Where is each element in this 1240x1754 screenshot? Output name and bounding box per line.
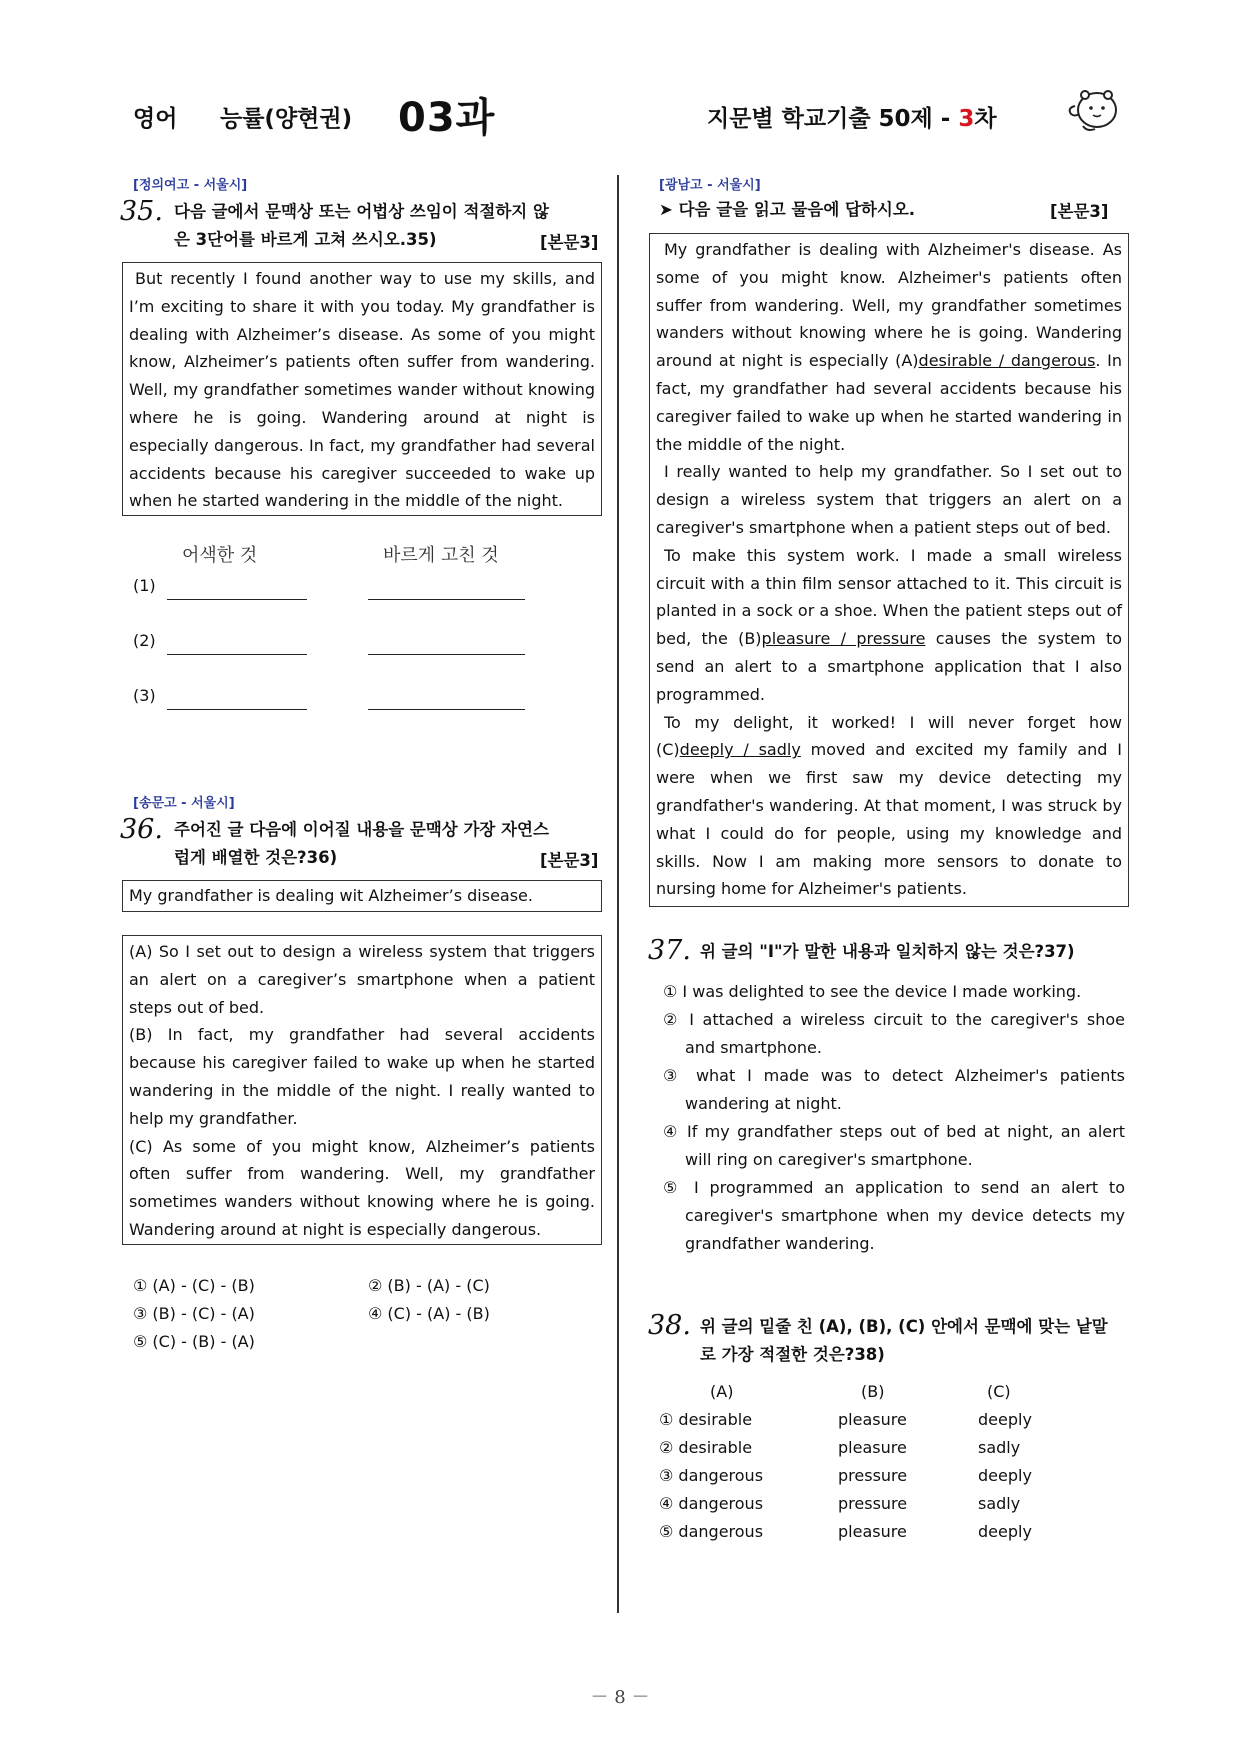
cartoon-character-icon <box>1065 84 1121 134</box>
q35-row-1 <box>133 572 525 600</box>
q37-option-1[interactable]: ① I was delighted to see the device I made working. <box>663 982 1082 1001</box>
q38-option-5-c: deeply <box>978 1522 1032 1541</box>
q38-option-2-c: sadly <box>978 1438 1021 1457</box>
passage-text: My grandfather is dealing with Alzheimer's disease. As some of you might know. Alzheimer's patients often suffer from wandering. Well, my grandfather sometimes wanders without knowing where he is going. Wandering around at night is especially (A) <box>656 240 1122 371</box>
q37-option-3[interactable]: ③ what I made was to detect Alzheimer's patients wandering at night. <box>663 1066 1125 1113</box>
q38-option-3[interactable]: ③ dangerous <box>659 1466 764 1485</box>
passage-paragraph-3 <box>656 542 1122 709</box>
q36-part-a: (A) So I set out to design a wireless system that triggers an alert on a caregiver’s smartphone when a patient steps out of bed. <box>129 942 595 1017</box>
q36-option-2[interactable]: ② (B) - (A) - (C) <box>368 1276 490 1295</box>
lesson-title: 03과 <box>398 95 496 141</box>
answer-blank[interactable] <box>167 636 307 655</box>
round-suffix: 차 <box>974 106 997 132</box>
passage-text: To make this system work. I made a small wireless circuit with a thin film sensor attached to it. This circuit is planted in a sock or a shoe. When the patient steps out of bed, the (B) <box>656 545 1122 649</box>
q35-col-wrong: 어색한 것 <box>182 545 258 566</box>
answer-blank[interactable] <box>368 636 525 655</box>
q36-given: My grandfather is dealing wit Alzheimer’s disease. <box>129 886 533 905</box>
q36-number: 36. <box>120 814 163 845</box>
q38-option-5[interactable]: ⑤ dangerous <box>659 1522 764 1541</box>
q35-question-line2: 은 3단어를 바르게 고쳐 쓰시오.35) <box>174 230 437 249</box>
q38-option-3-b: pressure <box>838 1466 908 1485</box>
q36-option-1[interactable]: ① (A) - (C) - (B) <box>133 1276 255 1295</box>
q38-header-b: (B) <box>861 1382 885 1401</box>
answer-blank[interactable] <box>167 581 307 600</box>
q36-school: [송문고 - 서울시] <box>133 796 235 811</box>
underlined-choice-a: desirable / dangerous <box>918 351 1096 371</box>
passage-tag: [본문3] <box>1050 202 1109 221</box>
q35-passage: But recently I found another way to use my skills, and I’m exciting to share it with you today. My grandfather is dealing with Alzheimer’s disease. As some of you might know, Alzheimer’s patients often suffer from wandering. Well, my grandfather sometimes wander without knowing where he is going. Wandering around at night is especially dangerous. In fact, my grandfather had several accidents because his caregiver succeeded to wake up when he started wandering in the middle of the night. <box>129 269 595 511</box>
q37-option-5[interactable]: ⑤ I programmed an application to send an alert to caregiver's smartphone when my device detects my grandfather wandering. <box>663 1178 1125 1253</box>
q38-option-4-b: pressure <box>838 1494 908 1513</box>
q35-row-label: (2) <box>133 631 156 650</box>
answer-blank[interactable] <box>368 581 525 600</box>
round-number: 3 <box>958 106 975 132</box>
passage-school: [광남고 - 서울시] <box>659 178 761 193</box>
q38-header-c: (C) <box>987 1382 1011 1401</box>
q37-options <box>659 978 1125 1258</box>
main-passage-box <box>649 233 1129 907</box>
answer-blank[interactable] <box>167 691 307 710</box>
q35-passage-box <box>122 262 602 516</box>
q35-row-label: (3) <box>133 686 156 705</box>
q37-question: 위 글의 "I"가 말한 내용과 일치하지 않는 것은?37) <box>700 942 1075 961</box>
q38-question-line2: 로 가장 적절한 것은?38) <box>700 1345 885 1364</box>
q36-question-line2: 럽게 배열한 것은?36) <box>174 848 338 867</box>
q38-option-1[interactable]: ① desirable <box>659 1410 753 1429</box>
q38-option-2[interactable]: ② desirable <box>659 1438 753 1457</box>
q37-option-2[interactable]: ② I attached a wireless circuit to the caregiver's shoe and smartphone. <box>663 1010 1125 1057</box>
underlined-choice-c: deeply / sadly <box>679 740 801 760</box>
passage-text: To my delight, it worked! I will never forget how (C) <box>656 712 1122 760</box>
passage-paragraph-1 <box>656 236 1122 458</box>
passage-text: . In fact, my grandfather had several accidents because his caregiver failed to wake up when he started wandering in the middle of the night. <box>656 351 1123 454</box>
q35-number: 35. <box>120 196 163 227</box>
page-number: － 8 － <box>590 1687 650 1708</box>
q35-col-right: 바르게 고친 것 <box>383 545 499 566</box>
q38-question-line1: 위 글의 밑줄 친 (A), (B), (C) 안에서 문맥에 맞는 낱말 <box>700 1317 1108 1336</box>
passage-text: causes the system to send an alert to a smartphone application that I also programmed. <box>656 629 1122 704</box>
underlined-choice-b: pleasure / pressure <box>761 629 926 649</box>
q36-part-c: (C) As some of you might know, Alzheimer’s patients often suffer from wandering. Well, my grandfather sometimes wanders without knowing where he is going. Wandering around at night is especially dangerous. <box>129 1136 595 1239</box>
q36-given-box <box>122 880 602 912</box>
q35-tag: [본문3] <box>540 233 599 252</box>
q35-question-line1: 다음 글에서 문맥상 또는 어법상 쓰임이 적절하지 않 <box>174 202 549 221</box>
q35-row-2 <box>133 627 525 655</box>
answer-blank[interactable] <box>368 691 525 710</box>
passage-text: moved and excited my family and I were when we first saw my device detecting my grandfather's wandering. At that moment, I was struck by what I could do for people, using my knowledge and skills. Now I am making more sensors to donate to nursing home for Alzheimer's patients. <box>656 740 1122 899</box>
q36-parts-box <box>122 935 602 1245</box>
q36-option-3[interactable]: ③ (B) - (C) - (A) <box>133 1304 255 1323</box>
q38-option-1-c: deeply <box>978 1410 1032 1429</box>
q38-option-5-b: pleasure <box>838 1522 907 1541</box>
q38-option-2-b: pleasure <box>838 1438 907 1457</box>
q36-option-4[interactable]: ④ (C) - (A) - (B) <box>368 1304 490 1323</box>
series-prefix: 지문별 학교기출 50제 - <box>707 106 959 132</box>
q36-part-b: (B) In fact, my grandfather had several accidents because his caregiver failed to wake up when he started wandering in the middle of the night. I really wanted to help my grandfather. <box>129 1025 595 1128</box>
q37-number: 37. <box>648 935 691 966</box>
q38-option-4[interactable]: ④ dangerous <box>659 1494 764 1513</box>
passage-paragraph-2: I really wanted to help my grandfather. So I set out to design a wireless system that triggers an alert on a caregiver's smartphone when a patient steps out of bed. <box>656 462 1122 537</box>
q38-header-a: (A) <box>710 1382 734 1401</box>
q36-tag: [본문3] <box>540 851 599 870</box>
q38-option-3-c: deeply <box>978 1466 1032 1485</box>
q38-number: 38. <box>648 1310 691 1341</box>
q36-question-line1: 주어진 글 다음에 이어질 내용을 문맥상 가장 자연스 <box>174 820 549 839</box>
q35-row-3 <box>133 682 525 710</box>
q37-option-4[interactable]: ④ If my grandfather steps out of bed at night, an alert will ring on caregiver's smartphone. <box>663 1122 1125 1169</box>
publisher-label: 능률(양현권) <box>220 106 353 132</box>
column-divider <box>617 175 619 1613</box>
subject-label: 영어 <box>133 106 178 132</box>
q35-row-label: (1) <box>133 576 156 595</box>
passage-instruction: ➤ 다음 글을 읽고 물음에 답하시오. <box>659 200 916 219</box>
q36-option-5[interactable]: ⑤ (C) - (B) - (A) <box>133 1332 255 1351</box>
q35-school: [정의여고 - 서울시] <box>133 178 248 193</box>
q38-option-4-c: sadly <box>978 1494 1021 1513</box>
series-title <box>707 100 997 133</box>
passage-paragraph-4 <box>656 709 1122 904</box>
q38-option-1-b: pleasure <box>838 1410 907 1429</box>
